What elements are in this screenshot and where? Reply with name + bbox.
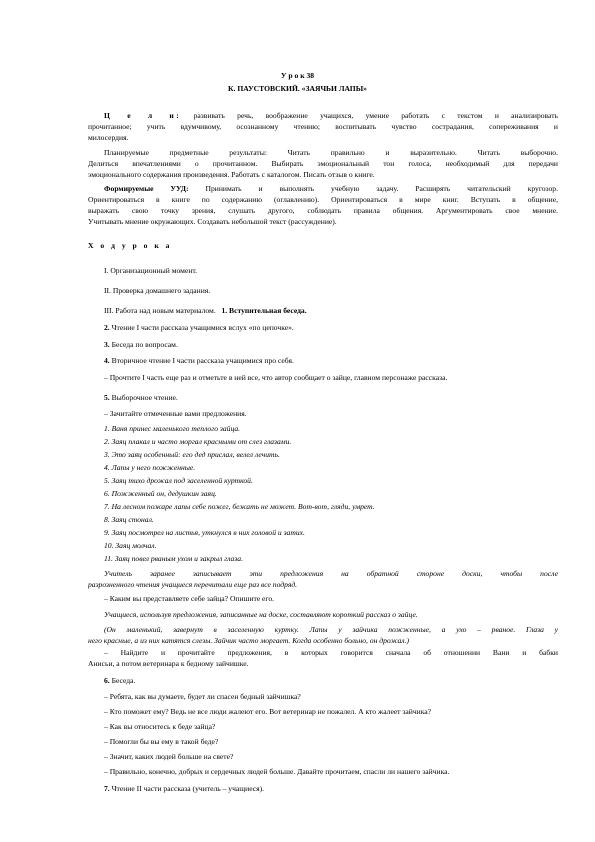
step-intro-talk: 1. Вступительная беседа. — [221, 306, 307, 315]
talk-question: – Помогли бы вы ему в такой беде? — [104, 737, 219, 746]
course-heading: Х о д у р о к а — [88, 241, 172, 250]
talk-heading — [104, 676, 558, 686]
students-task: Учащиеся, используя предложения, записанные на доске, составляют короткий рассказ о зайце. — [104, 610, 418, 619]
talk-question: – Ребята, как вы думаете, будет ли спасен бедный зайчишка? — [104, 692, 301, 701]
find-task: – Найдите и прочитайте предложения, в которых говорится сначала об отношении Вани и бабки — [104, 648, 558, 657]
step-number: 5. — [104, 393, 110, 402]
talk-question: – Кто поможет ему? Ведь не все люди жалеют его. Вот ветеринар не пожалел. А кто жалеет зайчика? — [104, 707, 432, 716]
sentence-item: 7. На лесном пожаре лапы себе пожег, бежать не может. Вот-вот, гляди, умрет. — [104, 502, 375, 511]
teacher-note: разрозненного чтения учащиеся перечитали еще раз все подряд. — [88, 580, 298, 589]
talk-question: – Значит, каких людей больше на свете? — [104, 752, 234, 761]
uud-line: Учитывать мнение окружающих. Создавать небольшой текст (рассуждение). — [88, 217, 337, 226]
step-selective-reading-task: – Зачитайте отмеченные вами предложения. — [104, 409, 247, 418]
results-line: Делиться впечатлениями о прочитанном. Выбирать эмоциональный тон голоса, необходимый для передачи — [88, 159, 558, 168]
sentence-item: 11. Заяц повел рваным ухом и закрыл глаза. — [104, 554, 243, 563]
step-number: 6. — [104, 676, 110, 685]
goals-text: развивать речь, воображение учащихся, умение работать с текстом и анализировать — [193, 111, 558, 120]
sentence-item: 1. Ваня принес маленького теплого зайца. — [104, 424, 241, 433]
step-reading — [104, 323, 558, 333]
step-org: I. Организационный момент. — [104, 266, 198, 275]
goals-line: милосердия. — [88, 133, 129, 142]
step-questions — [104, 340, 558, 350]
sentence-item: 10. Заяц молчал. — [104, 541, 157, 550]
find-task: Анисьи, а потом ветеринара к бедному зайчишке. — [88, 659, 249, 668]
results-line: Планируемые предметные результаты: Читать правильно и выразительно. Читать выборочно. — [104, 148, 558, 157]
describe-question: – Каким вы представляете себе зайца? Опишите его. — [104, 594, 275, 603]
step-number: 2. — [104, 323, 110, 332]
goals-label: Ц е л и: — [104, 111, 182, 120]
results-line: эмоционального содержания произведения. Работать с каталогом. Писать отзыв о книге. — [88, 170, 375, 179]
step-number: 3. — [104, 340, 110, 349]
sample-story: него красные, а из них катятся слезы. Зайчик часто моргает. Когда особенно больно, он дрожал.) — [88, 636, 410, 645]
step-number: 7. — [104, 784, 110, 793]
uud-line — [104, 184, 558, 194]
step-text: Чтение II части рассказа (учитель – учащиеся). — [111, 784, 265, 793]
sentence-item: 9. Заяц посмотрел на листья, уткнулся в них головой и затих. — [104, 528, 305, 537]
uud-line: выражать свою точку зрения, слушать другого, соблюдать правила общения. Аргументировать свое мнение. — [88, 206, 558, 215]
step-second-reading-task: – Прочтите I часть еще раз и отметьте в ней все, что автор сообщает о зайце, главном персонаже рассказа. — [104, 373, 448, 382]
step-text: Беседа по вопросам. — [111, 340, 178, 349]
lesson-title: К. ПАУСТОВСКИЙ. «ЗАЯЧЬИ ЛАПЫ» — [228, 84, 367, 93]
goals-line — [104, 111, 558, 121]
talk-question: – Как вы относитесь к беде зайца? — [104, 722, 216, 731]
sentence-item: 3. Это заяц особенный: его дед прислал, велел лечить. — [104, 450, 280, 459]
step-second-reading — [104, 356, 558, 366]
sentence-item: 2. Заяц плакал и часто моргал красными от слез глазами. — [104, 437, 292, 446]
step-text: Выборочное чтение. — [111, 393, 178, 402]
sentence-item: 4. Лапы у него пожженные. — [104, 463, 196, 472]
uud-label: Формируемые УУД: — [104, 184, 189, 193]
sample-story: (Он маленький, завернут в заселенную куртку. Лапы у зайчика пожженные, а ухо – рваное. Глаза у — [104, 625, 558, 634]
sentence-item: 6. Пожженный он, дедушкин заяц. — [104, 489, 217, 498]
uud-line: Ориентироваться в книге по содержанию (оглавлению). Ориентироваться в мире книг. Вступать в общение, — [88, 195, 558, 204]
talk-question: – Правильно, конечно, добрых и сердечных людей больше. Давайте прочитаем, спасли ли нашего зайчика. — [104, 767, 450, 776]
step-part-two-reading — [104, 784, 558, 794]
step-selective-reading — [104, 393, 558, 403]
uud-text: Принимать и выполнять учебную задачу. Расширять читательский кругозор. — [205, 184, 558, 193]
teacher-note: Учитель заранее записывает эти предложения на обратной стороне доски, чтобы после — [104, 569, 558, 578]
step-new-material — [104, 306, 558, 316]
step-text: Чтение I части рассказа учащимися вслух «по цепочке». — [111, 323, 294, 332]
step-number: 4. — [104, 356, 110, 365]
step-text: Вторичное чтение I части рассказа учащимися про себя. — [111, 356, 294, 365]
goals-line: прочитанное; учить вдумчивому, осознанному чтению; воспитывать чувство сострадания, сопереживания и — [88, 122, 558, 131]
sentence-item: 5. Заяц тихо дрожал под заселенной курткой. — [104, 476, 253, 485]
sentence-item: 8. Заяц стонал. — [104, 515, 154, 524]
step-text: Беседа. — [111, 676, 136, 685]
lesson-number: У р о к 38 — [280, 71, 315, 80]
step-new-material-text: III. Работа над новым материалом. — [104, 306, 216, 315]
step-homework: II. Проверка домашнего задания. — [104, 286, 211, 295]
